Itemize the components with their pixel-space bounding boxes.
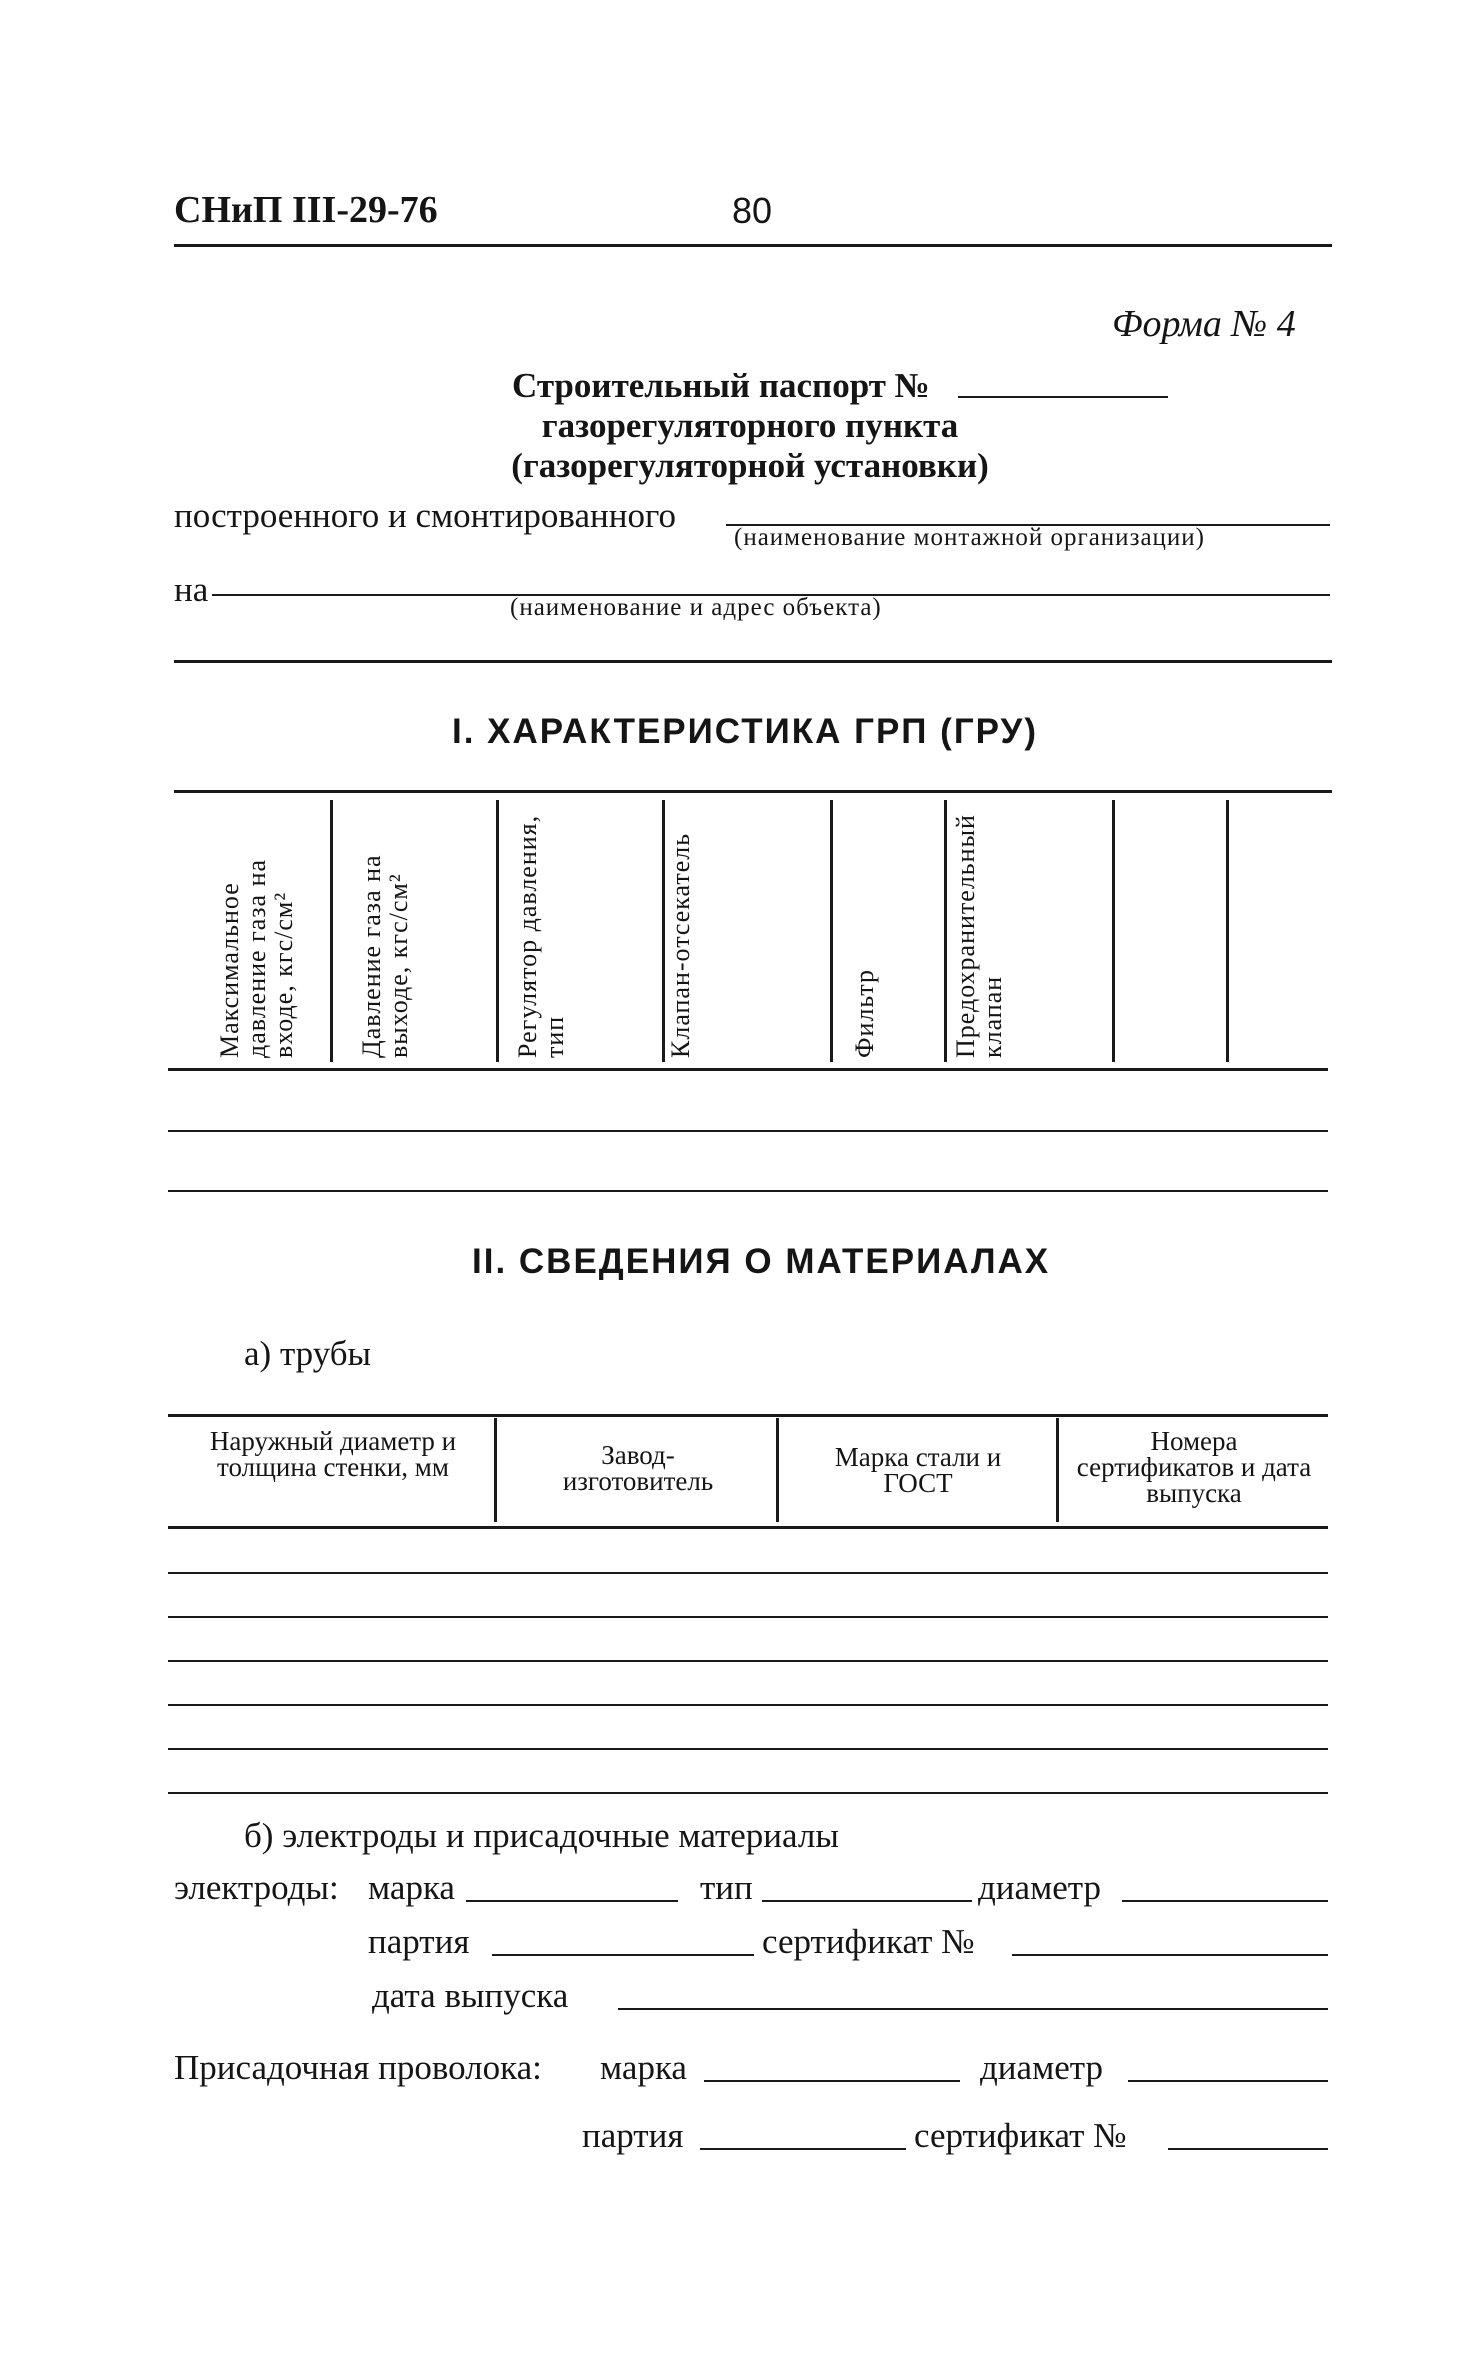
electrodes-batch-field[interactable] (492, 1954, 754, 1956)
col-pressure-regulator: Регулятор давления, тип (513, 814, 569, 1058)
col-outlet-pressure: Давление газа на выходе, кгс/см² (357, 854, 413, 1058)
char-col-divider (662, 800, 665, 1062)
pipes-entry-line[interactable] (168, 1704, 1328, 1706)
electrodes-prefix: электроды: (174, 1868, 339, 1907)
filler-wire-certificate-label: сертификат № (914, 2116, 1127, 2155)
object-extra-line[interactable] (174, 660, 1332, 663)
electrodes-type-label: тип (700, 1868, 753, 1907)
char-entry-line[interactable] (168, 1130, 1328, 1132)
electrodes-batch-label: партия (368, 1922, 470, 1961)
electrodes-certificate-label: сертификат № (762, 1922, 975, 1961)
passport-title-line2: газорегуляторного пункта (541, 406, 959, 445)
col-relief-valve: Предохранительный клапан (951, 814, 1007, 1058)
electrodes-section-label: б) электроды и присадочные материалы (244, 1816, 839, 1855)
pipes-col-diameter: Наружный диаметр и толщина стенки, мм (209, 1426, 457, 1482)
electrodes-mark-label: марка (368, 1868, 455, 1907)
electrodes-type-field[interactable] (762, 1900, 972, 1902)
pipes-col-divider (494, 1418, 497, 1522)
passport-title (420, 366, 1080, 486)
built-by-label: построенного и смонтированного (174, 496, 676, 535)
char-col-divider (496, 800, 499, 1062)
electrodes-diameter-label: диаметр (978, 1868, 1101, 1907)
filler-wire-prefix: Присадочная проволока: (174, 2048, 542, 2087)
characteristics-table-top (174, 790, 1332, 793)
pipes-label: а) трубы (244, 1334, 372, 1373)
char-entry-line[interactable] (168, 1190, 1328, 1192)
page-number: 80 (732, 190, 773, 231)
pipes-header-bottom-rule (168, 1526, 1328, 1529)
char-col-divider (944, 800, 947, 1062)
pipes-table-top (168, 1414, 1328, 1417)
filler-wire-mark-label: марка (600, 2048, 687, 2087)
electrodes-issue-date-label: дата выпуска (372, 1976, 569, 2015)
header-rule (174, 244, 1332, 247)
col-max-inlet-pressure: Максимальное давление газа на входе, кгс/см² (215, 858, 298, 1058)
section2-title: II. СВЕДЕНИЯ О МАТЕРИАЛАХ (472, 1242, 1051, 1281)
filler-wire-diameter-label: диаметр (980, 2048, 1103, 2087)
filler-wire-batch-field[interactable] (700, 2148, 906, 2150)
object-label: на (174, 570, 209, 609)
char-header-bottom-rule (168, 1068, 1328, 1071)
pipes-col-manufacturer: Завод-изготовитель (562, 1440, 714, 1496)
filler-wire-certificate-field[interactable] (1168, 2148, 1328, 2150)
passport-title-line1: Строительный паспорт № (512, 366, 930, 405)
char-col-divider (330, 800, 333, 1062)
pipes-entry-line[interactable] (168, 1660, 1328, 1662)
col-shutoff-valve: Клапан-отсекатель (666, 832, 695, 1058)
pipes-col-divider (776, 1418, 779, 1522)
pipes-entry-line[interactable] (168, 1616, 1328, 1618)
electrodes-certificate-field[interactable] (1012, 1954, 1328, 1956)
document-code: СНиП III-29-76 (174, 189, 438, 231)
pipes-col-steel-grade: Марка стали и ГОСТ (834, 1442, 1002, 1498)
pipes-col-divider (1056, 1418, 1059, 1522)
char-col-divider (1112, 800, 1115, 1062)
passport-number-field[interactable] (958, 396, 1168, 398)
electrodes-diameter-field[interactable] (1122, 1900, 1328, 1902)
electrodes-mark-field[interactable] (466, 1900, 678, 1902)
pipes-entry-line[interactable] (168, 1572, 1328, 1574)
pipes-entry-line[interactable] (168, 1748, 1328, 1750)
char-col-divider (830, 800, 833, 1062)
organization-caption: (наименование монтажной организации) (734, 524, 1205, 551)
filler-wire-mark-field[interactable] (704, 2080, 960, 2082)
filler-wire-diameter-field[interactable] (1128, 2080, 1328, 2082)
passport-title-line3: (газорегуляторной установки) (511, 446, 989, 485)
section1-title: I. ХАРАКТЕРИСТИКА ГРП (ГРУ) (452, 712, 1038, 751)
filler-wire-batch-label: партия (582, 2116, 684, 2155)
electrodes-issue-date-field[interactable] (618, 2008, 1328, 2010)
form-number-label: Форма № 4 (1112, 303, 1296, 345)
char-col-divider (1226, 800, 1229, 1062)
col-filter: Фильтр (850, 969, 879, 1058)
object-caption: (наименование и адрес объекта) (510, 594, 882, 621)
pipes-col-certificates: Номера сертификатов и дата выпуска (1076, 1426, 1312, 1508)
pipes-entry-line[interactable] (168, 1792, 1328, 1794)
